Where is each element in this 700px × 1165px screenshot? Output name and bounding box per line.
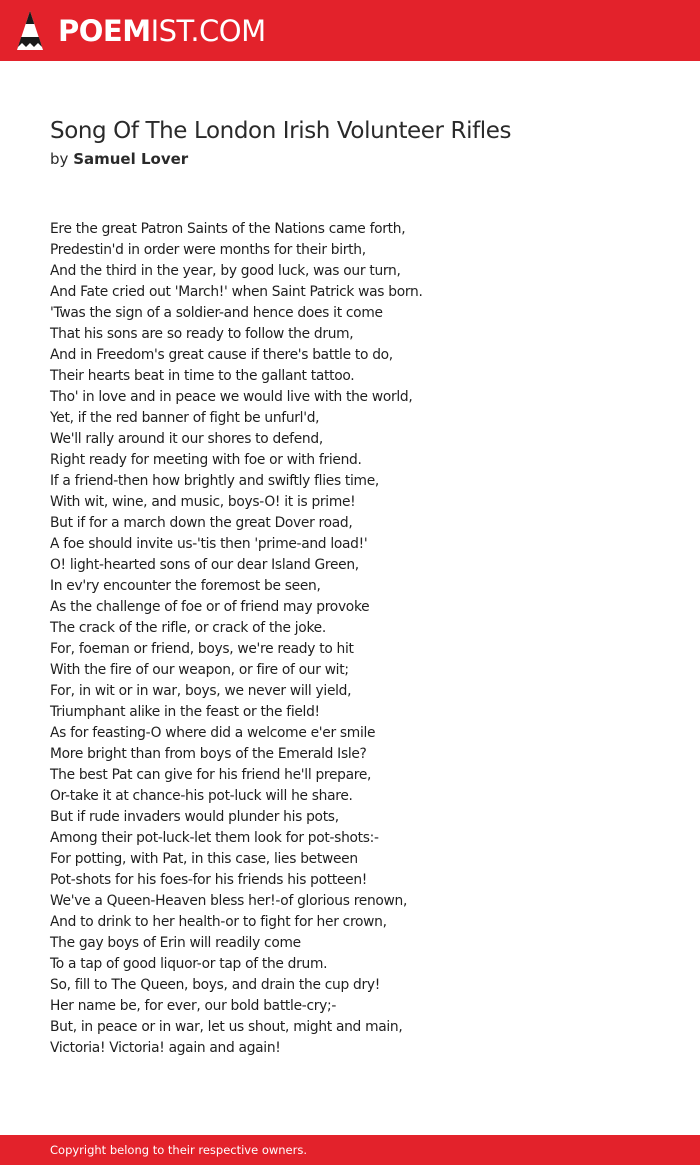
poem-line: To a tap of good liquor-or tap of the drum. <box>50 956 328 972</box>
poem-line: O! light-hearted sons of our dear Island Green, <box>50 557 359 573</box>
poem-byline <box>50 149 188 169</box>
poem-line: So, fill to The Queen, boys, and drain the cup dry! <box>50 977 380 993</box>
poem-line: In ev'ry encounter the foremost be seen, <box>50 578 321 594</box>
poem-line: With the fire of our weapon, or fire of our wit; <box>50 662 349 678</box>
site-logo-link[interactable] <box>16 9 266 53</box>
footer-copyright: Copyright belong to their respective owners. <box>50 1143 308 1157</box>
poem-line: Her name be, for ever, our bold battle-cry;- <box>50 998 336 1014</box>
poem-line: Their hearts beat in time to the gallant tattoo. <box>50 368 355 384</box>
poem-line: Tho' in love and in peace we would live with the world, <box>50 389 413 405</box>
site-footer <box>0 1135 700 1165</box>
logo-text-bold: POEM <box>58 14 151 48</box>
poem-line: Triumphant alike in the feast or the field! <box>50 704 320 720</box>
poem-line: And the third in the year, by good luck, was our turn, <box>50 263 401 279</box>
poem-line: More bright than from boys of the Emerald Isle? <box>50 746 367 762</box>
poem-line: Among their pot-luck-let them look for pot-shots:- <box>50 830 379 846</box>
poem-line: Pot-shots for his foes-for his friends his potteen! <box>50 872 368 888</box>
poem-line: But if for a march down the great Dover road, <box>50 515 353 531</box>
poem-line: And to drink to her health-or to fight for her crown, <box>50 914 387 930</box>
poem-body <box>50 219 670 1059</box>
poem-line: The gay boys of Erin will readily come <box>50 935 301 951</box>
poem-line: But if rude invaders would plunder his pots, <box>50 809 339 825</box>
poem-line: For, foeman or friend, boys, we're ready to hit <box>50 641 354 657</box>
poem-line: As the challenge of foe or of friend may provoke <box>50 599 370 615</box>
poem-line: Ere the great Patron Saints of the Nations came forth, <box>50 221 406 237</box>
poem-line: For potting, with Pat, in this case, lies between <box>50 851 358 867</box>
poem-line: We've a Queen-Heaven bless her!-of glorious renown, <box>50 893 408 909</box>
poem-line: A foe should invite us-'tis then 'prime-and load!' <box>50 536 368 552</box>
poem-line: The best Pat can give for his friend he'll prepare, <box>50 767 372 783</box>
byline-prefix: by <box>50 150 69 168</box>
poem-line: Or-take it at chance-his pot-luck will he share. <box>50 788 353 804</box>
poem-author: Samuel Lover <box>73 150 189 168</box>
poem-line: Yet, if the red banner of fight be unfurl'd, <box>50 410 320 426</box>
poem-line: For, in wit or in war, boys, we never will yield, <box>50 683 352 699</box>
poem-line: The crack of the rifle, or crack of the joke. <box>50 620 326 636</box>
poem-line: We'll rally around it our shores to defend, <box>50 431 323 447</box>
pencil-tip-icon <box>16 10 44 52</box>
poem-line: And in Freedom's great cause if there's battle to do, <box>50 347 393 363</box>
poem-line: 'Twas the sign of a soldier-and hence does it come <box>50 305 383 321</box>
site-header <box>0 0 700 61</box>
poem-line: That his sons are so ready to follow the drum, <box>50 326 354 342</box>
poem-line: And Fate cried out 'March!' when Saint Patrick was born. <box>50 284 423 300</box>
poem-title: Song Of The London Irish Volunteer Rifles <box>50 118 512 144</box>
poem-line: Victoria! Victoria! again and again! <box>50 1040 281 1056</box>
poem-line: Right ready for meeting with foe or with friend. <box>50 452 362 468</box>
logo-text-light: IST.COM <box>150 14 266 48</box>
poem-line: With wit, wine, and music, boys-O! it is prime! <box>50 494 356 510</box>
poem-line: But, in peace or in war, let us shout, might and main, <box>50 1019 403 1035</box>
site-logo-text <box>58 9 266 53</box>
poem-line: Predestin'd in order were months for their birth, <box>50 242 366 258</box>
poem-line: As for feasting-O where did a welcome e'er smile <box>50 725 376 741</box>
poem-line: If a friend-then how brightly and swiftly flies time, <box>50 473 379 489</box>
